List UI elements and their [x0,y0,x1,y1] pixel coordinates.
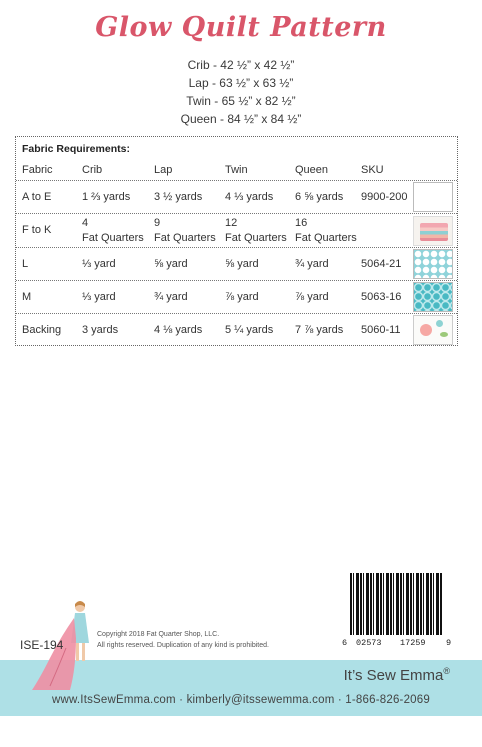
table-row [16,280,457,313]
row-crib-count: 4 [82,217,89,229]
col-queen: Queen [295,164,329,176]
size-queen: Queen - 84 ½” x 84 ½” [180,112,302,126]
col-sku: SKU [361,164,384,176]
size-crib: Crib - 42 ½” x 42 ½” [187,58,295,72]
fabric-swatch-floral [413,315,453,345]
row-fabric: F to K [22,224,52,236]
row-twin: 5 ¼ yards [225,324,274,336]
row-sku: 5063-16 [361,291,402,303]
row-crib: ⅓ yard [82,291,116,303]
barcode-digit-group2: 17259 [400,638,426,648]
row-crib: ⅓ yard [82,258,116,270]
row-crib: 3 yards [82,324,119,336]
row-lap: ⅝ yard [154,258,188,270]
registered-mark: ® [443,666,450,676]
fabric-requirements-table [15,136,458,346]
row-queen: ⅞ yard [295,291,329,303]
copyright-line2: All rights reserved. Duplication of any kind is prohibited. [97,642,269,649]
col-fabric: Fabric [22,164,53,176]
row-crib: 1 ⅔ yards [82,191,131,203]
barcode-digit-first: 6 [342,638,348,648]
barcode-digit-group1: 02573 [356,638,382,648]
fabric-heading: Fabric Requirements: [22,143,130,155]
pattern-code: ISE-194 [20,638,64,652]
row-lap-count: 9 [154,217,161,229]
row-lap: 3 ½ yards [154,191,203,203]
row-sku: 9900-200 [361,191,408,203]
row-fabric: L [22,258,29,270]
row-queen-unit: Fat Quarters [295,232,357,244]
row-queen-count: 16 [295,217,308,229]
fat-quarter-bundle-image [413,216,453,246]
row-twin-unit: Fat Quarters [225,232,287,244]
row-crib-unit: Fat Quarters [82,232,144,244]
brand-name [344,666,450,684]
fabric-swatch-light-teal [413,249,453,279]
col-lap: Lap [154,164,173,176]
row-twin: 4 ⅓ yards [225,191,274,203]
table-row [16,180,457,213]
row-sku: 5060-11 [361,324,401,336]
row-twin-count: 12 [225,217,238,229]
copyright-notice [97,629,269,651]
row-queen: ¾ yard [295,258,329,270]
row-lap-unit: Fat Quarters [154,232,216,244]
col-twin: Twin [225,164,248,176]
contact-info: www.ItsSewEmma.com · kimberly@itssewemma.com · 1-866-826-2069 [52,694,430,706]
table-row [16,313,457,345]
table-row [16,247,457,280]
row-lap: 4 ⅛ yards [154,324,203,336]
page-title: Glow Quilt Pattern [95,12,387,43]
size-lap: Lap - 63 ½” x 63 ½” [188,76,294,90]
row-twin: ⅞ yard [225,291,259,303]
size-twin: Twin - 65 ½” x 82 ½” [186,94,296,108]
fabric-swatch-teal [413,282,453,312]
row-sku: 5064-21 [361,258,402,270]
table-row [16,213,457,247]
row-twin: ⅝ yard [225,258,259,270]
fabric-swatch-white [413,182,453,212]
barcode-digit-last: 9 [446,638,452,648]
row-fabric: M [22,291,32,303]
row-queen: 6 ⅝ yards [295,191,344,203]
row-queen: 7 ⅞ yards [295,324,344,336]
row-lap: ¾ yard [154,291,188,303]
barcode [350,573,442,635]
copyright-line1: Copyright 2018 Fat Quarter Shop, LLC. [97,631,220,638]
size-list [0,56,482,128]
brand-text: It’s Sew Emma [343,667,444,684]
row-fabric: Backing [22,324,62,336]
col-crib: Crib [82,164,103,176]
row-fabric: A to E [22,191,52,203]
